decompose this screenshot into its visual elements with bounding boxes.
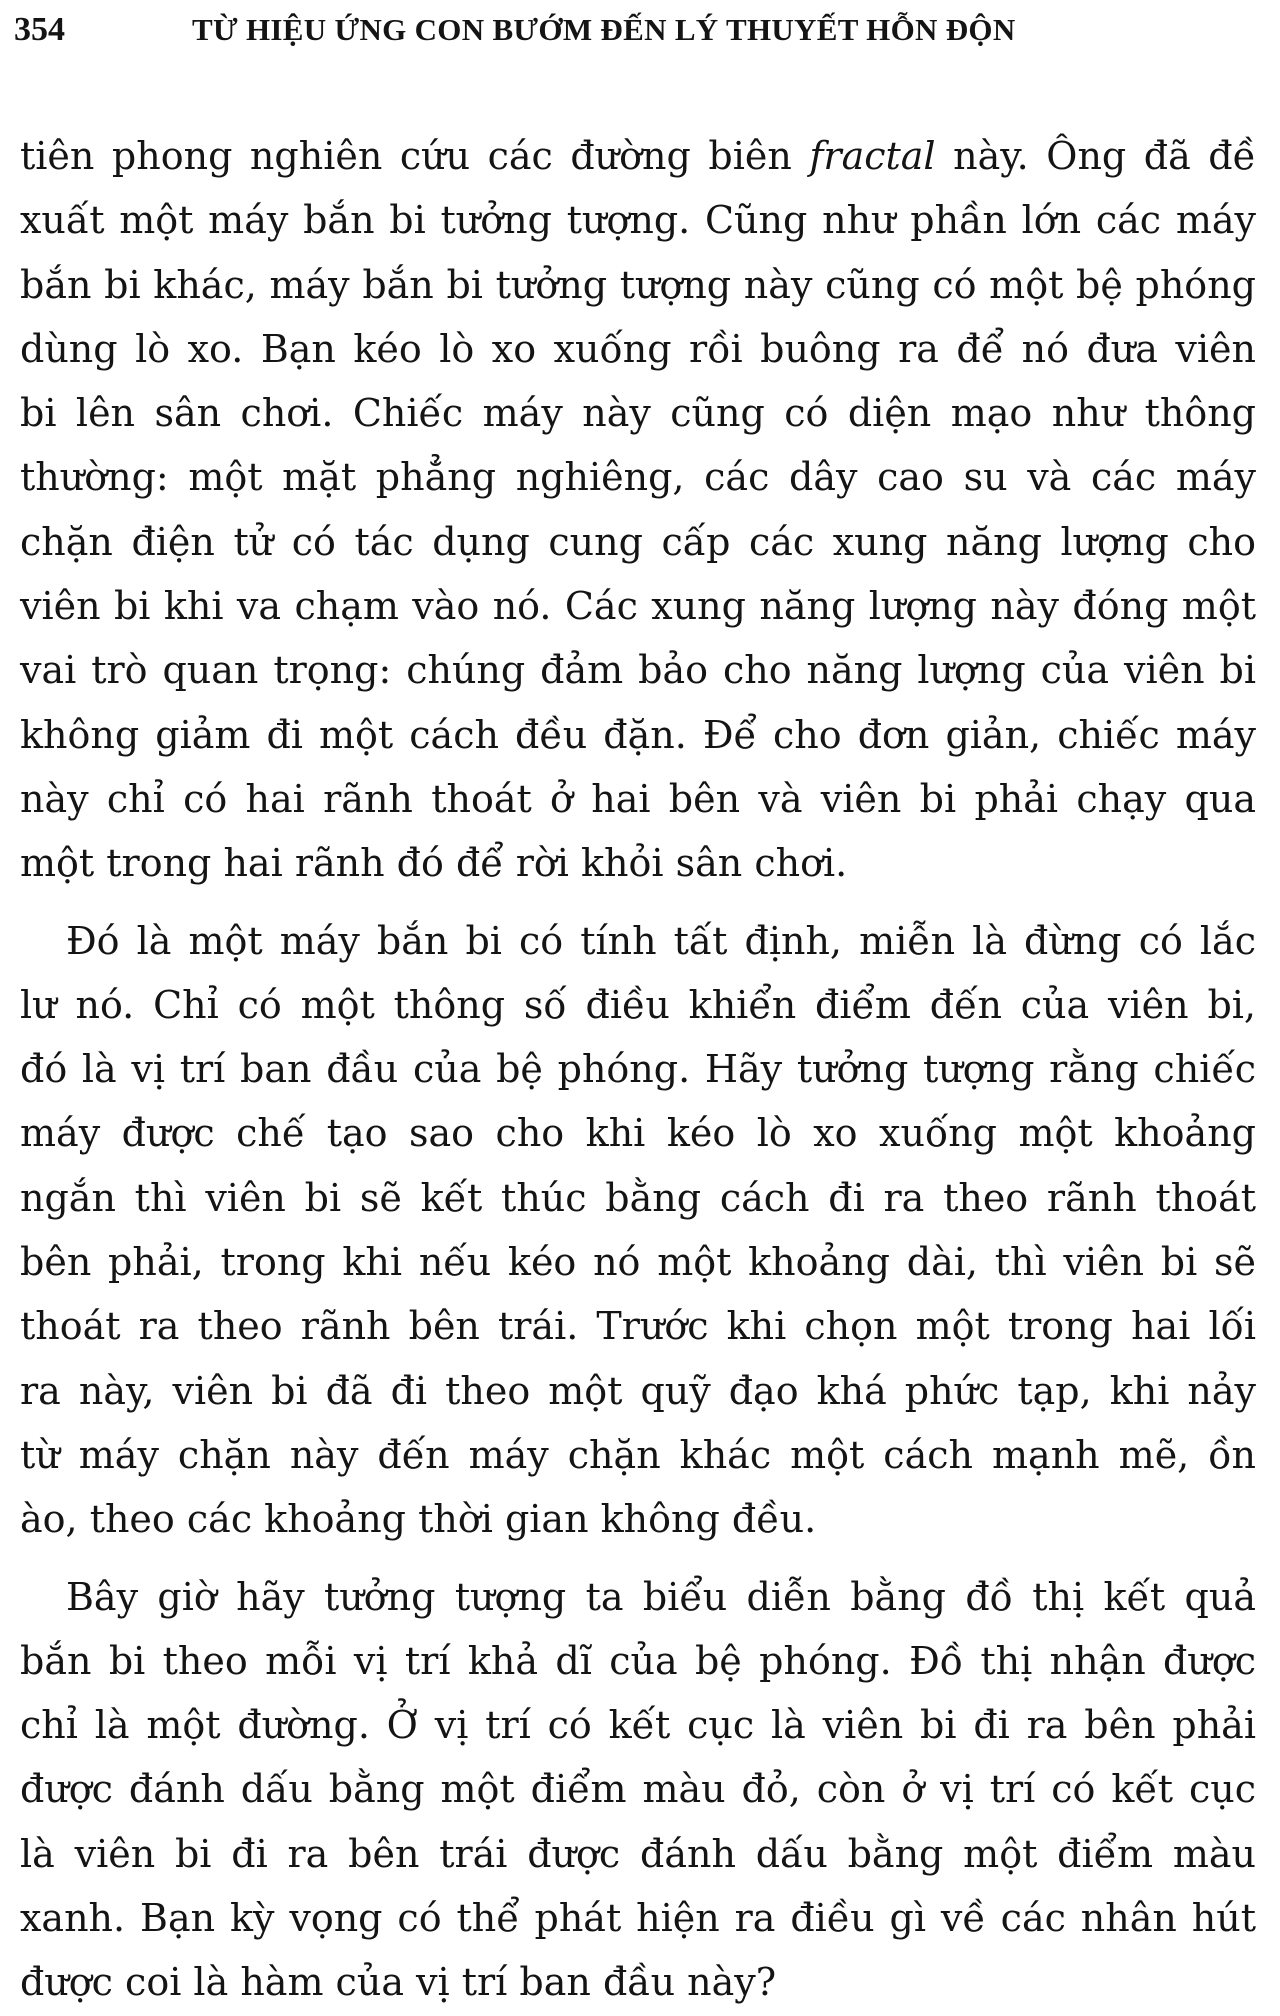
- text-line: ngắn thì viên bi sẽ kết thúc bằng cách đi ra theo rãnh thoát: [20, 1175, 1256, 1220]
- text-line: đó là vị trí ban đầu của bệ phóng. Hãy tưởng tượng rằng chiếc: [20, 1047, 1256, 1092]
- text-line: ào, theo các khoảng thời gian không đều.: [20, 1497, 817, 1542]
- text-line: không giảm đi một cách đều đặn. Để cho đơn giản, chiếc máy: [20, 712, 1256, 757]
- text-line: bên phải, trong khi nếu kéo nó một khoảng dài, thì viên bi sẽ: [20, 1240, 1256, 1285]
- book-title: TỪ HIỆU ỨNG CON BƯỚM ĐẾN LÝ THUYẾT HỖN ĐỘN: [192, 12, 1016, 47]
- text-line: bắn bi khác, máy bắn bi tưởng tượng này cũng có một bệ phóng: [20, 262, 1256, 307]
- text-line: xuất một máy bắn bi tưởng tượng. Cũng như phần lớn các máy: [20, 198, 1256, 243]
- text-line: dùng lò xo. Bạn kéo lò xo xuống rồi buông ra để nó đưa viên: [20, 326, 1256, 371]
- text-line: thoát ra theo rãnh bên trái. Trước khi chọn một trong hai lối: [20, 1304, 1256, 1349]
- text-line: này chỉ có hai rãnh thoát ở hai bên và viên bi phải chạy qua: [20, 776, 1256, 821]
- text-line: tiên phong nghiên cứu các đường biên fractal này. Ông đã đề: [20, 134, 1256, 178]
- text-line: được đánh dấu bằng một điểm màu đỏ, còn ở vị trí có kết cục: [20, 1767, 1256, 1812]
- running-head: [14, 10, 1264, 50]
- page-number: 354: [14, 11, 65, 48]
- text-line: Đó là một máy bắn bi có tính tất định, miễn là đừng có lắc: [66, 918, 1256, 963]
- body-text: [20, 124, 1256, 2015]
- text-line: chặn điện tử có tác dụng cung cấp các xung năng lượng cho: [20, 519, 1256, 564]
- text-line: Bây giờ hãy tưởng tượng ta biểu diễn bằng đồ thị kết quả: [66, 1574, 1256, 1619]
- text-line: là viên bi đi ra bên trái được đánh dấu bằng một điểm màu: [20, 1831, 1256, 1876]
- text-line: chỉ là một đường. Ở vị trí có kết cục là viên bi đi ra bên phải: [20, 1703, 1256, 1748]
- text-line: thường: một mặt phẳng nghiêng, các dây cao su và các máy: [20, 455, 1256, 500]
- text-line: máy được chế tạo sao cho khi kéo lò xo xuống một khoảng: [20, 1111, 1256, 1156]
- text-line: ra này, viên bi đã đi theo một quỹ đạo khá phức tạp, khi nảy: [20, 1368, 1256, 1413]
- paragraph-3: [20, 1565, 1256, 2015]
- text-line: từ máy chặn này đến máy chặn khác một cách mạnh mẽ, ồn: [20, 1432, 1256, 1477]
- text-line: viên bi khi va chạm vào nó. Các xung năng lượng này đóng một: [20, 584, 1256, 629]
- text-line: bắn bi theo mỗi vị trí khả dĩ của bệ phóng. Đồ thị nhận được: [20, 1638, 1256, 1683]
- text-line: xanh. Bạn kỳ vọng có thể phát hiện ra điều gì về các nhân hút: [20, 1896, 1256, 1941]
- text-line: vai trò quan trọng: chúng đảm bảo cho năng lượng của viên bi: [20, 648, 1256, 693]
- italic-term: fractal: [809, 134, 936, 178]
- text-line: được coi là hàm của vị trí ban đầu này?: [20, 1960, 777, 2005]
- text-line: bi lên sân chơi. Chiếc máy này cũng có diện mạo như thông: [20, 391, 1256, 436]
- paragraph-2: [20, 909, 1256, 1552]
- text-line: một trong hai rãnh đó để rời khỏi sân chơi.: [20, 841, 848, 886]
- paragraph-1: [20, 124, 1256, 896]
- text-line: lư nó. Chỉ có một thông số điều khiển điểm đến của viên bi,: [20, 982, 1256, 1027]
